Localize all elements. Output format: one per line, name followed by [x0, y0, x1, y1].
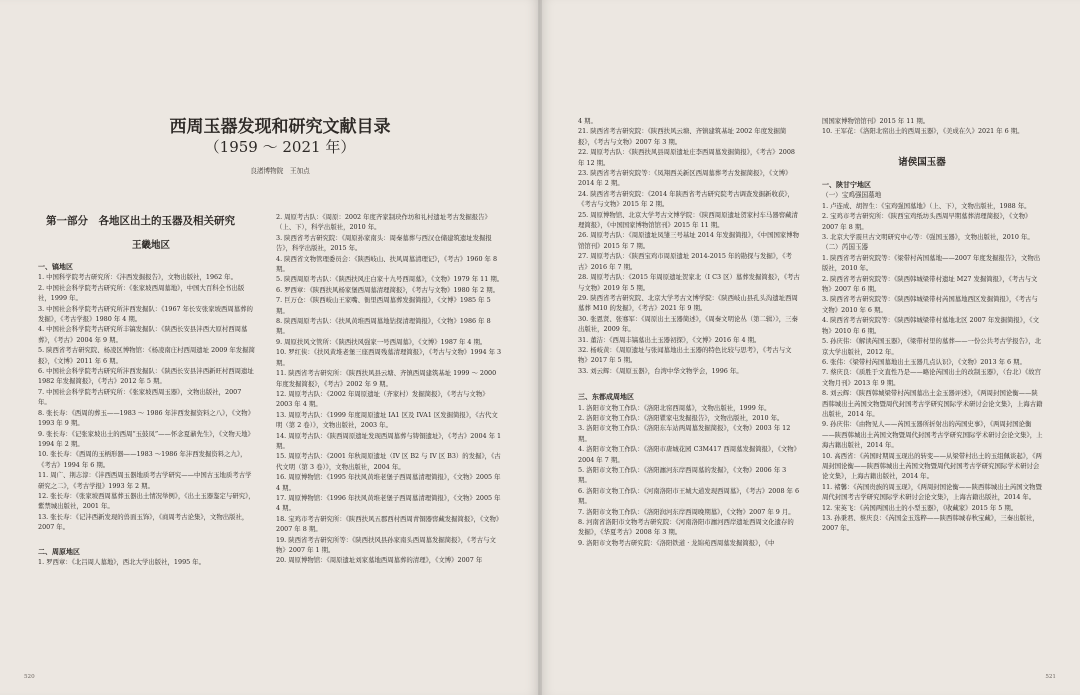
reference-entry: 4. 洛阳市文物工作队：《洛阳市唐城花园 C3M417 西周墓发掘简报》，《文物》2004 年 7 期。 [578, 445, 801, 464]
right-column-2-lower [822, 180, 1044, 534]
reference-entry: 4. 陕西省文物管理委员会：《陕西岐山、扶风周墓清理记》，《考古》1960 年 8 期。 [276, 254, 498, 274]
reference-entry: 3. 陕西省考古研究院：《周原孙家南头：周秦墓葬与西汉仓储建筑遗址发掘报告》，科学出版社，2015 年。 [276, 233, 492, 253]
reference-entry: 7. 洛阳市文物工作队：《洛阳润河东岸西周晚期墓》，《文物》2007 年 9 月。 [578, 507, 795, 516]
reference-entry: 13. 张长寿：《记沣西新发现的兽面玉饰》，《商周考古论集》，文物出版社，2007 年。 [38, 512, 249, 532]
reference-entry: 13. 孙秉君、蔡庆良：《芮国金玉选粹——陕西韩城春秋宝藏》，三秦出版社，2007 年。 [822, 514, 1039, 533]
reference-entry: 12. 张长寿：《张家坡西周墓葬玉器出土情况举例》，《出土玉器鉴定与研究》，紫禁城出版社，2001 年。 [38, 491, 255, 511]
reference-entry: 31. 董洁：《西周丰镐墓出土玉器初探》，《文博》2016 年 4 期。 [578, 335, 761, 344]
reference-entry: 1. 罗西章：《北吕周人墓地》，西北大学出版社，1995 年。 [38, 557, 206, 566]
reference-entry: 20. 周原博物馆：《周原遗址刘家墓地西周墓葬的清理》，《文博》2007 年 [276, 556, 483, 565]
section-heading: 三、东都成周地区 [578, 392, 634, 402]
reference-entry: 6. 洛阳市文物工作队：《河南洛阳市王城大道发现西周墓》，《考古》2008 年 6 期。 [578, 486, 800, 506]
reference-entry: 4. 陕西省考古研究院等：《陕西韩城梁带村墓地北区 2007 年发掘简报》，《文物》2010 年 6 期。 [822, 316, 1039, 335]
reference-list [822, 116, 1044, 137]
author-byline: 良渚博物院 王加点 [250, 167, 310, 175]
reference-entry: 2. 周原考古队：《周原：2002 年度齐家制玦作坊和礼村遗址考古发掘报告》（上、下），科学出版社，2010 年。 [276, 213, 491, 232]
reference-entry: 14. 周原考古队：《陕西周原遗址发现西周墓葬与铸铜遗址》，《考古》2004 年 1 期。 [276, 431, 502, 450]
reference-entry: 6. 中国社会科学院考古研究所沣西发掘队：《陕西长安县沣西新旺村西周遗址 1982 年发掘简报》，《考古》2012 年 5 期。 [38, 367, 254, 386]
right-page [540, 0, 1080, 695]
reference-list [578, 116, 800, 376]
reference-entry: 28. 周原考古队：《2015 年周原遗址贺家北（I C3 区）墓葬发掘简报》，《考古与文物》2019 年 5 期。 [578, 273, 800, 292]
reference-entry: 22. 周原考古队：《陕西扶风县周原遗址庄李西周墓发掘简报》，《考古》2008 年 12 期。 [578, 148, 795, 167]
reference-entry: 5. 洛阳市文物工作队：《洛阳瀍河东岸西周墓的发掘》，《文物》2006 年 3 期。 [578, 466, 787, 485]
subsection-heading: （二）芮国玉器 [822, 243, 869, 252]
reference-entry: 15. 周原考古队：《2001 年秋周原遗址（IV 区 B2 与 IV 区 B3）的发掘》，《古代文明（第 3 卷）》，文物出版社，2004 年。 [276, 452, 501, 471]
reference-entry: 29. 陕西省考古研究院、北京大学考古文博学院：《陕西岐山县孔头沟遗址西周墓葬 M10 的发掘》，《考古》2021 年 9 期。 [578, 293, 798, 313]
reference-entry: 1. 中国科学院考古研究所：《沣西发掘报告》，文物出版社，1962 年。 [38, 273, 237, 282]
reference-entry: 19. 陕西省考古研究所等：《陕西扶风县孙家南头西周墓发掘简报》，《考古与文物》2007 年 1 期。 [276, 535, 496, 554]
subsection-heading: （一）宝鸡强国墓地 [822, 191, 882, 200]
region-heading-wangji: 王畿地区 [131, 240, 170, 251]
reference-list [822, 253, 1044, 534]
reference-entry: 1. 洛阳市文物工作队：《洛阳北窑西周墓》，文物出版社，1999 年。 [578, 403, 771, 412]
reference-list [578, 403, 800, 549]
reference-entry: 9. 洛阳市文物考古研究院：《洛阳铁道 · 龙锦苑西周墓发掘简报》，《中 [578, 538, 775, 547]
reference-entry: 10. 张长寿：《西周的玉柄形器——1983 ～1986 年沣西发掘资料之九》，《考古》1994 年 6 期。 [38, 450, 247, 469]
section-heading: 二、周原地区 [38, 546, 80, 556]
reference-entry: 2. 陕西省考古研究院等：《陕西韩城梁带村遗址 M27 发掘简报》，《考古与文物》2007 年 6 期。 [822, 274, 1038, 294]
reference-entry: 10. 罗红侠：《扶风黄堆老堡三座西周残墓清理简报》，《考古与文物》1994 年 3 期。 [276, 348, 502, 367]
reference-entry: 21. 陕西省考古研究院：《陕西扶风云塘、齐镇建筑基址 2002 年度发掘简报》，《考古与文物》2007 年 3 期。 [578, 127, 787, 146]
right-column-2 [822, 116, 1044, 137]
part-heading: 第一部分 各地区出土的玉器及相关研究 [46, 215, 235, 227]
reference-list [822, 201, 1044, 243]
reference-list [276, 212, 504, 566]
reference-entry: 2. 宝鸡市考古研究所：《陕西宝鸡纸坊头西周早期墓葬清理简报》，《文物》2007 年 8 期。 [822, 212, 1032, 231]
reference-entry: 5. 孙庆伟：《解读芮国玉器》，《梁带村里的墓葬——一份公共考古学报告》，北京大学出版社，2012 年。 [822, 337, 1041, 356]
page-number-left: 520 [24, 674, 35, 680]
reference-entry: 18. 宝鸡市考古研究所：《陕西扶风五郡西村西周青铜器窖藏发掘简报》，《文物》2007 年 8 期。 [276, 514, 503, 534]
reference-list [38, 272, 256, 532]
reference-entry: 5. 陕西周原考古队：《陕西扶风庄白家十九号西周墓》，《文物》1979 年 11 期。 [276, 275, 504, 284]
reference-entry: 11. 褚馨：《芮国贵族的周玉现》，《两周封国论衡——陕西韩城出土芮国文物暨周代封国考古学研究国际学术研讨会论文集》，上海古籍出版社，2014 年。 [822, 482, 1042, 502]
reference-list [38, 557, 256, 567]
reference-entry: 10. 高西省：《芮国时期周玉现出的转变——从梁带村出土的玉组佩谈起》，《两周封国论衡——陕西韩城出土芮国文物暨周代封国考古学研究国际学术研讨会论文集》，上海古籍出版社，2014 年。 [822, 451, 1042, 481]
section-heading: 一、陕甘宁地区 [822, 180, 871, 189]
reference-entry: 4. 中国社会科学院考古研究所丰镐发掘队：《陕西长安县沣西大原村西周墓葬》，《考古》2004 年 9 期。 [38, 325, 248, 344]
reference-entry: 16. 周原博物馆：《1995 年扶风黄堆老堡子西周墓清理简报》，《文物》2005 年 4 期。 [276, 473, 501, 492]
reference-entry: 8. 刘云辉：《陕西韩城梁带村芮国墓出土金玉器评述》，《两周封国论衡——陕西韩城出土芮国文物暨周代封国考古学研究国际学术研讨会论文集》，上海古籍出版社，2014 年。 [822, 389, 1043, 418]
reference-entry: 3. 中国社会科学院考古研究所沣西发掘队：《1967 年长安张家坡西周墓葬的发掘》，《考古学报》1980 年 4 期。 [38, 304, 253, 324]
reference-entry: 12. 宋英飞：《芮国两国出土的小型玉器》，《收藏家》2015 年 5 期。 [822, 503, 1018, 512]
reference-entry: 13. 周原考古队：《1999 年度周原遗址 IA1 区及 IVA1 区发掘简报》，《古代文明（第 2 卷）》，文物出版社，2003 年。 [276, 410, 498, 430]
reference-entry: 11. 陕西省考古研究所：《陕西扶风县云塘、齐镇西周建筑基址 1999 ～ 2000 年度发掘简报》，《考古》2002 年 9 期。 [276, 369, 497, 388]
document-title: 西周玉器发现和研究文献目录 [169, 117, 391, 137]
left-column-2 [276, 212, 504, 566]
reference-entry: 32. 杨岐黄：《周原遗址与张闻墓地出土玉器的特色比较与思考》，《考古与文物》2017 年 5 期。 [578, 345, 792, 365]
reference-entry: 24. 陕西省考古研究院：《2014 年陕西省考古研究院考古调查发掘新收获》，《考古与文物》2015 年 2 期。 [578, 189, 794, 209]
reference-entry: 2. 洛阳市文物工作队：《洛阳瞿家屯发掘报告》，文物出版社，2010 年。 [578, 413, 784, 422]
reference-entry: 9. 周原扶风文管所：《陕西扶风强家一号西周墓》，《文博》1987 年 4 期。 [276, 337, 487, 346]
reference-entry: 25. 周原博物馆、北京大学考古文博学院：《陕西周原遗址贺家村车马器窖藏清理简报》，《中国国家博物馆馆刊》2015 年 11 期。 [578, 210, 798, 230]
reference-entry: 8. 河南省洛阳市文物考古研究院：《河南洛阳市瀍河西岸遗址西周文化遗存的发掘》，《华夏考古》2008 年 3 期。 [578, 518, 794, 537]
reference-entry: 23. 陕西省考古研究院等：《凤翔西关新区西周墓葬考古发掘简报》，《文博》2014 年 2 期。 [578, 169, 792, 188]
reference-entry: 4 期。 [578, 117, 597, 125]
reference-entry: 26. 周原考古队：《周原遗址凤雏三号基址 2014 年发掘简报》，《中国国家博物馆馆刊》2015 年 7 期。 [578, 231, 800, 250]
reference-entry: 27. 周原考古队：《陕西宝鸡市周原遗址 2014-2015 年的勘探与发掘》，《考古》2016 年 7 期。 [578, 252, 792, 271]
reference-entry: 3. 陕西省考古研究院等：《陕西韩城梁带村芮国墓地西区发掘简报》，《考古与文物》2010 年 6 期。 [822, 295, 1038, 314]
reference-entry: 12. 周原考古队：《2002 年周原遗址（齐家村）发掘简报》，《考古与文物》2003 年 4 期。 [276, 389, 489, 409]
reference-entry: 7. 中国社会科学院考古研究所：《张家坡西周玉器》，文物出版社，2007 年。 [38, 387, 242, 407]
right-column-1 [578, 116, 800, 548]
reference-entry: 17. 周原博物馆：《1996 年扶风黄堆老堡子西周墓清理简报》，《文物》2005 年 4 期。 [276, 493, 501, 513]
reference-entry: 30. 张恩贤、张骞军：《周原出土玉器简述》，《周秦文明论丛（第二辑）》，三秦出版社，2009 年。 [578, 314, 798, 334]
reference-entry: 8. 张长寿：《西周的葬玉——1983 ～ 1986 年沣西发掘资料之八》，《文物》1993 年 9 期。 [38, 408, 255, 428]
reference-entry: 5. 陕西省考古研究院、杨凌区博物馆：《杨凌南庄村西周遗址 2009 年发掘简报》，《文博》2011 年 6 期。 [38, 346, 255, 365]
reference-entry: 7. 巨万仓：《陕西岐山王家嘴、衙里西周墓葬发掘简报》，《文博》1985 年 5 期。 [276, 296, 491, 315]
section-heading: 一、镐地区 [38, 262, 73, 271]
reference-entry: 1. 陕西省考古研究院等：《梁带村芮国墓地——2007 年度发掘报告》，文物出版社，2010 年。 [822, 253, 1041, 273]
reference-entry: 1. 卢连成、胡智生：《宝鸡强国墓地》（上、下），文物出版社，1988 年。 [822, 201, 1031, 210]
reference-entry: 11. 周广、荆志淳：《沣西西周玉器地质考古学研究——中国古玉地质考古学研究之二》，《考古学报》1993 年 2 期。 [38, 471, 252, 490]
document-years: （1959 ～ 2021 年） [204, 138, 356, 156]
reference-entry: 7. 蔡庆良：《质胜于文直性乃是——略论芮国出土的改制玉器》，（台北）《故宫文物月刊》2013 年 9 期。 [822, 368, 1041, 387]
reference-entry: 33. 刘云辉：《周原玉器》，台湾中华文物学会，1996 年。 [578, 366, 743, 375]
reference-entry: 6. 张伟：《梁带村芮国墓地出土玉器几点认识》，《文物》2013 年 6 期。 [822, 357, 1026, 366]
reference-entry: 8. 陕西周原考古队：《扶风黄堆西周墓地钻探清理简报》，《文物》1986 年 8 期。 [276, 317, 491, 336]
reference-entry: 9. 孙庆伟：《由物见人——芮国玉器所折射出的芮国史事》，《两周封国论衡——陕西韩城出土芮国文物暨周代封国考古学研究国际学术研讨会论文集》，上海古籍出版社，2014 年。 [822, 420, 1043, 450]
reference-entry: 2. 中国社会科学院考古研究所：《张家坡西周墓地》，中国大百科全书出版社，1999 年。 [38, 283, 245, 303]
region-heading-vassal: 诸侯国玉器 [898, 157, 946, 168]
page-number-right: 521 [1045, 674, 1056, 680]
reference-entry: 3. 洛阳市文物工作队：《洛阳东车站两周墓发掘简报》，《文物》2003 年 12 期。 [578, 424, 791, 443]
reference-entry: 10. 王军花：《洛阳北窑出土的西周玉器》，《美成在久》2021 年 6 期。 [822, 127, 1024, 136]
reference-entry: 6. 罗西章：《陕西扶风杨家堡西周墓清理简报》，《考古与文物》1980 年 2 期。 [276, 285, 500, 294]
reference-entry: 9. 张长寿：《记张家坡出土的西周“玉鼓凤”——怀念夏鼐先生》，《文物天地》1994 年 2 期。 [38, 429, 254, 448]
book-gutter [538, 0, 542, 695]
reference-entry: 国国家博物馆馆刊》2015 年 11 期。 [822, 117, 930, 125]
reference-entry: 3. 北京大学震旦古文明研究中心等：《强国玉器》，文物出版社，2010 年。 [822, 233, 1034, 242]
left-column-1 [38, 262, 256, 567]
